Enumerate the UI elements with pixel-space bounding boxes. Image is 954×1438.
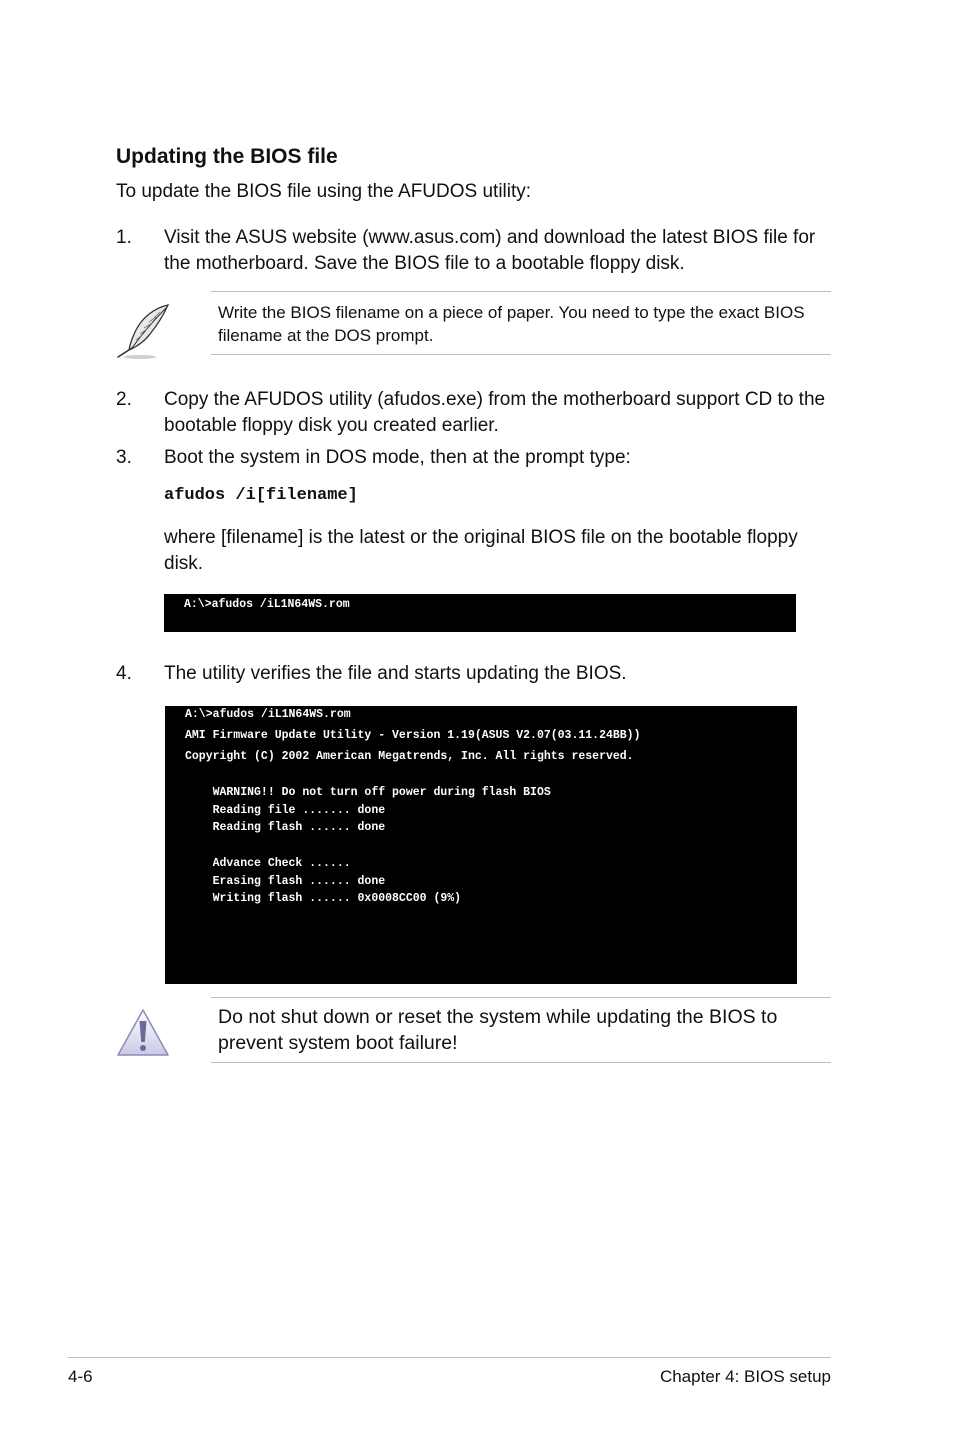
step-1-number: 1. [116,227,132,248]
command-syntax: afudos /i[filename] [164,486,358,505]
terminal-line: Writing flash ...... 0x0008CC00 (9%) [185,892,462,905]
terminal-line: AMI Firmware Update Utility - Version 1.19(ASUS V2.07(03.11.24BB)) [185,729,641,742]
section-heading: Updating the BIOS file [116,145,338,168]
warning-text: Do not shut down or reset the system while updating the BIOS to prevent system boot failure! [218,1006,778,1054]
terminal-output-box [165,706,797,984]
terminal-prompt-box [164,594,796,632]
step-3-number: 3. [116,447,132,468]
step-1-text: Visit the ASUS website (www.asus.com) and download the latest BIOS file for the motherboard. Save the BIOS file to a bootable floppy disk. [164,227,816,274]
note-box [211,291,831,355]
intro-text: To update the BIOS file using the AFUDOS utility: [116,181,532,202]
footer-divider [68,1357,831,1358]
note-text: Write the BIOS filename on a piece of paper. You need to type the exact BIOS filename at the DOS prompt. [218,303,805,345]
terminal-line: Copyright (C) 2002 American Megatrends, Inc. All rights reserved. [185,750,634,763]
terminal-line: A:\>afudos /iL1N64WS.rom [184,598,350,611]
warning-triangle-icon [115,1007,171,1059]
step-3-text: Boot the system in DOS mode, then at the prompt type: [164,447,631,468]
warning-box [211,997,831,1063]
quill-note-icon [114,302,172,360]
page-number: 4-6 [68,1367,93,1386]
terminal-line: A:\>afudos /iL1N64WS.rom [185,708,351,721]
step-2-number: 2. [116,389,132,410]
command-explanation: where [filename] is the latest or the original BIOS file on the bootable floppy disk. [164,527,798,574]
terminal-line: WARNING!! Do not turn off power during flash BIOS [185,786,551,799]
terminal-line: Erasing flash ...... done [185,875,386,888]
step-4-number: 4. [116,663,132,684]
terminal-line: Advance Check ...... [185,857,351,870]
step-2-text: Copy the AFUDOS utility (afudos.exe) from the motherboard support CD to the bootable floppy disk you created earlier. [164,389,826,436]
chapter-title: Chapter 4: BIOS setup [659,1367,831,1386]
terminal-line: Reading flash ...... done [185,821,386,834]
step-4-text: The utility verifies the file and starts updating the BIOS. [164,663,627,684]
terminal-line: Reading file ....... done [185,804,386,817]
